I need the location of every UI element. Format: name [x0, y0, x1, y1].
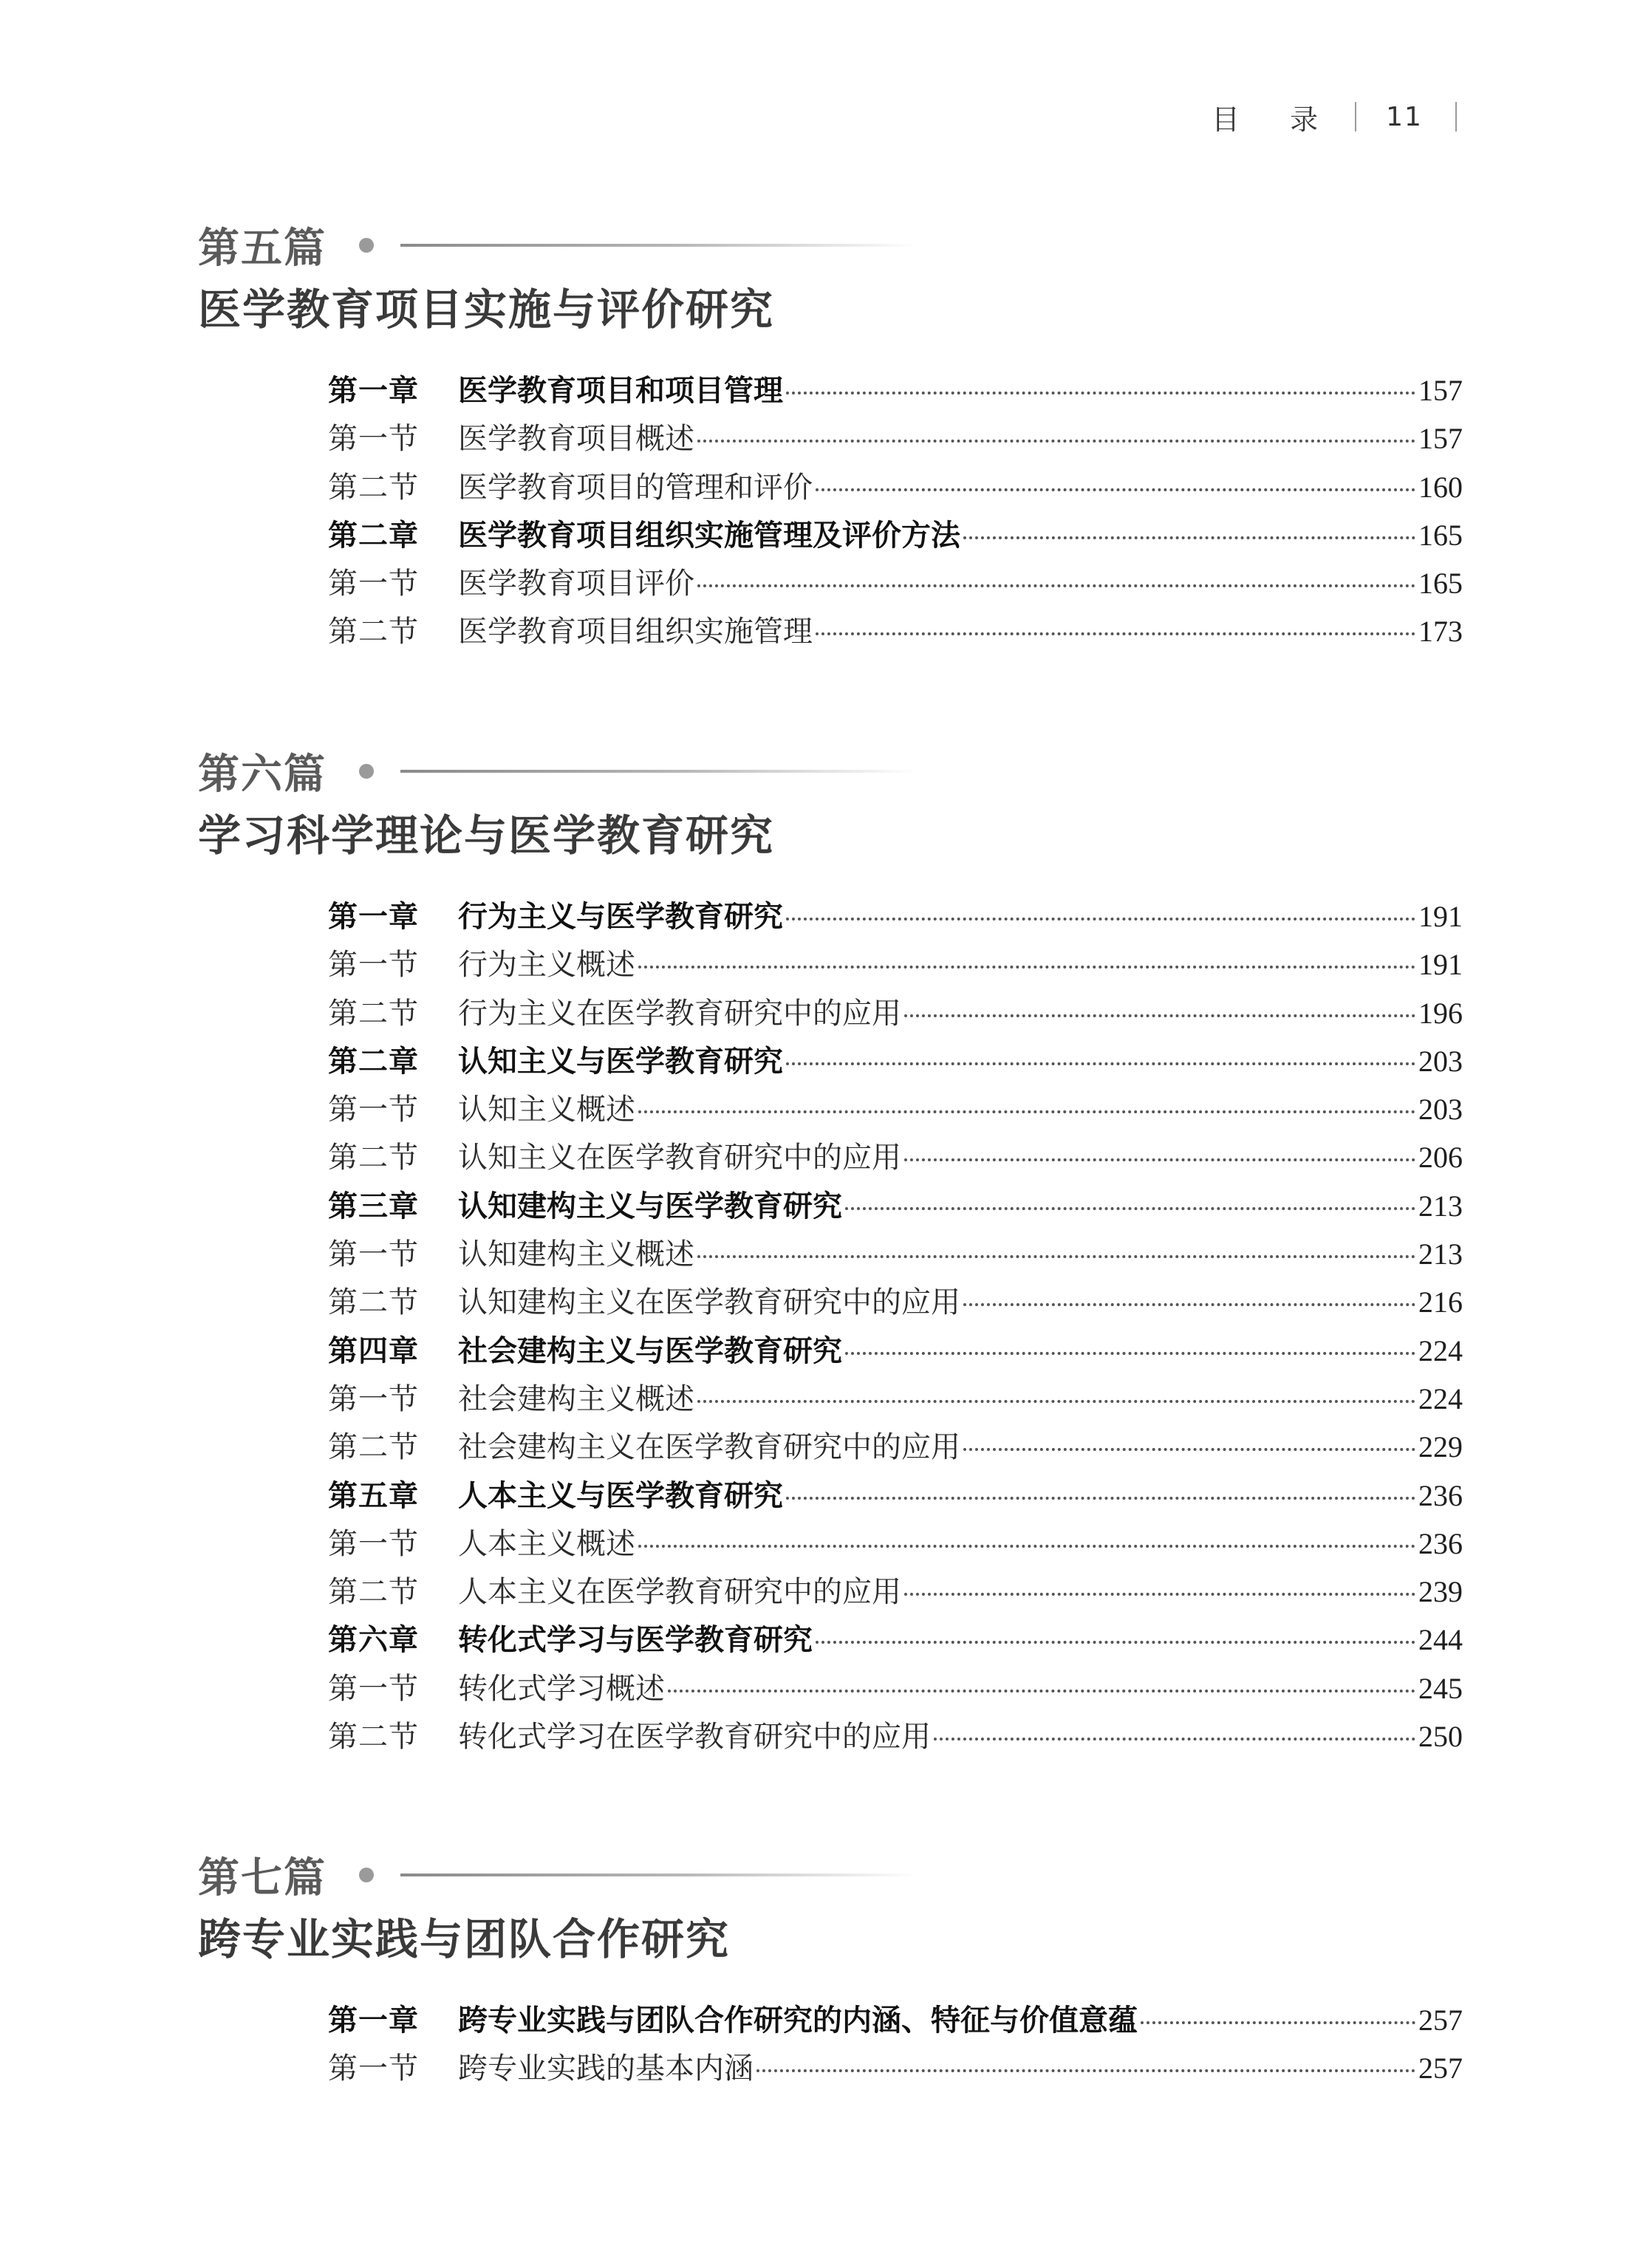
toc-page-number: 196	[1418, 996, 1463, 1030]
toc-page-number: 245	[1418, 1671, 1463, 1705]
dot-leader	[963, 1303, 1415, 1306]
toc-entry-label: 第二节	[328, 1575, 419, 1610]
toc-page-number: 236	[1418, 1478, 1463, 1512]
toc-section-entry	[328, 1568, 1463, 1616]
dot-leader	[697, 584, 1415, 587]
toc-entry-label: 第二节	[328, 1285, 419, 1320]
toc-section-entry	[328, 1085, 1463, 1133]
part-heading	[198, 1845, 1454, 1972]
toc-page-number: 165	[1418, 518, 1463, 552]
toc-page-number: 160	[1418, 470, 1463, 504]
toc-entry-label: 第二节	[328, 1720, 419, 1755]
toc-entry-title: 认知建构主义概述	[458, 1237, 694, 1272]
toc-section-entry	[328, 559, 1463, 607]
toc-entry-title: 转化式学习概述	[458, 1671, 665, 1706]
toc-list	[328, 366, 1463, 656]
part-label-row	[198, 742, 1454, 801]
toc-page-number: 206	[1418, 1141, 1463, 1175]
header-divider	[1355, 102, 1356, 131]
toc-page-number: 165	[1418, 567, 1463, 601]
header-title: 目 录	[1212, 103, 1339, 136]
toc-section-entry	[328, 463, 1463, 511]
dot-leader	[904, 1593, 1415, 1596]
toc-entry-title: 医学教育项目概述	[458, 422, 694, 457]
dot-leader	[756, 2069, 1415, 2072]
toc-entry-label: 第四章	[328, 1333, 419, 1368]
part-title: 学习科学理论与医学教育研究	[198, 810, 775, 861]
toc-entry-title: 社会建构主义概述	[458, 1381, 694, 1416]
toc-entry-title: 社会建构主义与医学教育研究	[458, 1333, 842, 1368]
toc-section-entry	[328, 414, 1463, 462]
toc-chapter-entry	[328, 366, 1463, 414]
toc-entry-label: 第二章	[328, 1044, 419, 1079]
dot-leader	[1141, 2021, 1415, 2024]
toc-entry-label: 第三章	[328, 1189, 419, 1223]
dot-leader	[786, 1062, 1415, 1065]
part-label-row	[198, 216, 1454, 275]
dot-leader	[638, 966, 1415, 969]
toc-entry-title: 人本主义概述	[458, 1526, 635, 1561]
toc-page-number: 257	[1418, 2004, 1463, 2037]
toc-page-number: 191	[1418, 948, 1463, 982]
header-page-number: 11	[1386, 101, 1423, 132]
toc-entry-title: 医学教育项目评价	[458, 567, 694, 601]
toc-entry-label: 第一节	[328, 422, 419, 457]
dot-leader	[963, 536, 1415, 539]
toc-page-number: 250	[1418, 1720, 1463, 1754]
toc-section-entry	[328, 607, 1463, 655]
toc-page-number: 157	[1418, 422, 1463, 456]
toc-entry-label: 第一节	[328, 1671, 419, 1706]
toc-entry-label: 第二章	[328, 518, 419, 553]
bullet-dot-icon	[359, 238, 374, 253]
header-divider	[1455, 102, 1457, 131]
toc-list	[328, 1996, 1463, 2093]
toc-list	[328, 892, 1463, 1760]
dot-leader	[697, 1255, 1415, 1258]
toc-page-number: 224	[1418, 1381, 1463, 1415]
toc-entry-label: 第一节	[328, 1381, 419, 1416]
part-title: 跨专业实践与团队合作研究	[198, 1914, 731, 1964]
toc-page-number: 244	[1418, 1623, 1463, 1657]
decorative-rule	[400, 770, 918, 773]
part-label: 第六篇	[198, 750, 327, 799]
toc-entry-label: 第一章	[328, 374, 419, 408]
toc-entry-title: 医学教育项目和项目管理	[458, 374, 783, 408]
dot-leader	[697, 1400, 1415, 1403]
dot-leader	[786, 392, 1415, 394]
toc-chapter-entry	[328, 1616, 1463, 1664]
toc-entry-title: 认知主义在医学教育研究中的应用	[458, 1141, 901, 1175]
toc-entry-label: 第一节	[328, 948, 419, 983]
toc-page-number: 213	[1418, 1237, 1463, 1271]
toc-entry-title: 认知主义与医学教育研究	[458, 1044, 783, 1079]
dot-leader	[904, 1014, 1415, 1017]
toc-section-entry	[328, 1375, 1463, 1423]
dot-leader	[697, 440, 1415, 443]
toc-section-entry	[328, 1712, 1463, 1760]
dot-leader	[845, 1352, 1415, 1355]
toc-entry-label: 第二节	[328, 1141, 419, 1175]
toc-section-entry	[328, 940, 1463, 988]
toc-entry-label: 第一节	[328, 2052, 419, 2086]
toc-page-number: 173	[1418, 615, 1463, 649]
decorative-rule	[400, 244, 918, 247]
dot-leader	[845, 1207, 1415, 1210]
toc-entry-label: 第二节	[328, 996, 419, 1031]
toc-entry-title: 认知建构主义在医学教育研究中的应用	[458, 1285, 960, 1320]
toc-entry-label: 第二节	[328, 470, 419, 505]
toc-entry-title: 医学教育项目组织实施管理及评价方法	[458, 518, 960, 553]
toc-entry-label: 第一章	[328, 2004, 419, 2038]
dot-leader	[786, 1497, 1415, 1500]
toc-section-entry	[328, 989, 1463, 1037]
toc-chapter-entry	[328, 1182, 1463, 1230]
dot-leader	[816, 1641, 1415, 1644]
toc-entry-title: 行为主义在医学教育研究中的应用	[458, 996, 901, 1031]
toc-section-entry	[328, 1278, 1463, 1326]
toc-entry-title: 转化式学习与医学教育研究	[458, 1623, 813, 1658]
dot-leader	[816, 488, 1415, 491]
bullet-dot-icon	[359, 764, 374, 779]
dot-leader	[816, 632, 1415, 635]
toc-page-number: 203	[1418, 1044, 1463, 1078]
toc-chapter-entry	[328, 892, 1463, 940]
toc-entry-title: 认知主义概述	[458, 1093, 635, 1127]
toc-entry-label: 第二节	[328, 1430, 419, 1465]
toc-page-number: 236	[1418, 1526, 1463, 1560]
toc-chapter-entry	[328, 1996, 1463, 2044]
part-heading	[198, 742, 1454, 869]
toc-entry-title: 人本主义与医学教育研究	[458, 1478, 783, 1513]
toc-page-number: 229	[1418, 1430, 1463, 1464]
toc-chapter-entry	[328, 511, 1463, 559]
dot-leader	[963, 1448, 1415, 1451]
toc-chapter-entry	[328, 1327, 1463, 1375]
toc-entry-title: 跨专业实践的基本内涵	[458, 2052, 754, 2086]
toc-entry-label: 第一节	[328, 1526, 419, 1561]
toc-section-entry	[328, 1423, 1463, 1471]
dot-leader	[934, 1738, 1415, 1741]
toc-entry-title: 社会建构主义在医学教育研究中的应用	[458, 1430, 960, 1465]
toc-section-entry	[328, 1664, 1463, 1712]
toc-section-entry	[328, 1133, 1463, 1181]
toc-chapter-entry	[328, 1037, 1463, 1085]
toc-entry-label: 第六章	[328, 1623, 419, 1658]
dot-leader	[668, 1690, 1415, 1693]
decorative-rule	[400, 1874, 918, 1876]
part-label: 第五篇	[198, 224, 327, 273]
toc-page-number: 191	[1418, 900, 1463, 933]
toc-section-entry	[328, 2044, 1463, 2092]
toc-entry-title: 人本主义在医学教育研究中的应用	[458, 1575, 901, 1610]
toc-entry-title: 医学教育项目的管理和评价	[458, 470, 813, 505]
part-title: 医学教育项目实施与评价研究	[198, 284, 775, 335]
toc-entry-label: 第五章	[328, 1478, 419, 1513]
toc-entry-label: 第一节	[328, 1237, 419, 1272]
running-header	[1212, 95, 1457, 139]
toc-entry-title: 行为主义概述	[458, 948, 635, 983]
toc-page-number: 213	[1418, 1189, 1463, 1223]
toc-entry-label: 第一节	[328, 1093, 419, 1127]
dot-leader	[904, 1158, 1415, 1161]
dot-leader	[786, 918, 1415, 920]
toc-entry-label: 第一节	[328, 567, 419, 601]
toc-entry-label: 第二节	[328, 615, 419, 649]
toc-page-number: 203	[1418, 1093, 1463, 1127]
part-label-row	[198, 1845, 1454, 1905]
toc-chapter-entry	[328, 1472, 1463, 1520]
toc-entry-title: 转化式学习在医学教育研究中的应用	[458, 1720, 931, 1755]
part-label: 第七篇	[198, 1854, 327, 1902]
toc-page-number: 257	[1418, 2052, 1463, 2086]
bullet-dot-icon	[359, 1868, 374, 1882]
toc-section-entry	[328, 1230, 1463, 1278]
part-heading	[198, 216, 1454, 343]
dot-leader	[638, 1545, 1415, 1548]
toc-entry-title: 行为主义与医学教育研究	[458, 900, 783, 934]
toc-entry-title: 跨专业实践与团队合作研究的内涵、特征与价值意蕴	[458, 2004, 1138, 2038]
toc-page-number: 157	[1418, 374, 1463, 407]
toc-entry-title: 认知建构主义与医学教育研究	[458, 1189, 842, 1223]
toc-entry-title: 医学教育项目组织实施管理	[458, 615, 813, 649]
toc-page-number: 224	[1418, 1333, 1463, 1367]
dot-leader	[638, 1110, 1415, 1113]
toc-section-entry	[328, 1520, 1463, 1568]
toc-entry-label: 第一章	[328, 900, 419, 934]
toc-page-number: 239	[1418, 1575, 1463, 1609]
toc-page-number: 216	[1418, 1285, 1463, 1319]
